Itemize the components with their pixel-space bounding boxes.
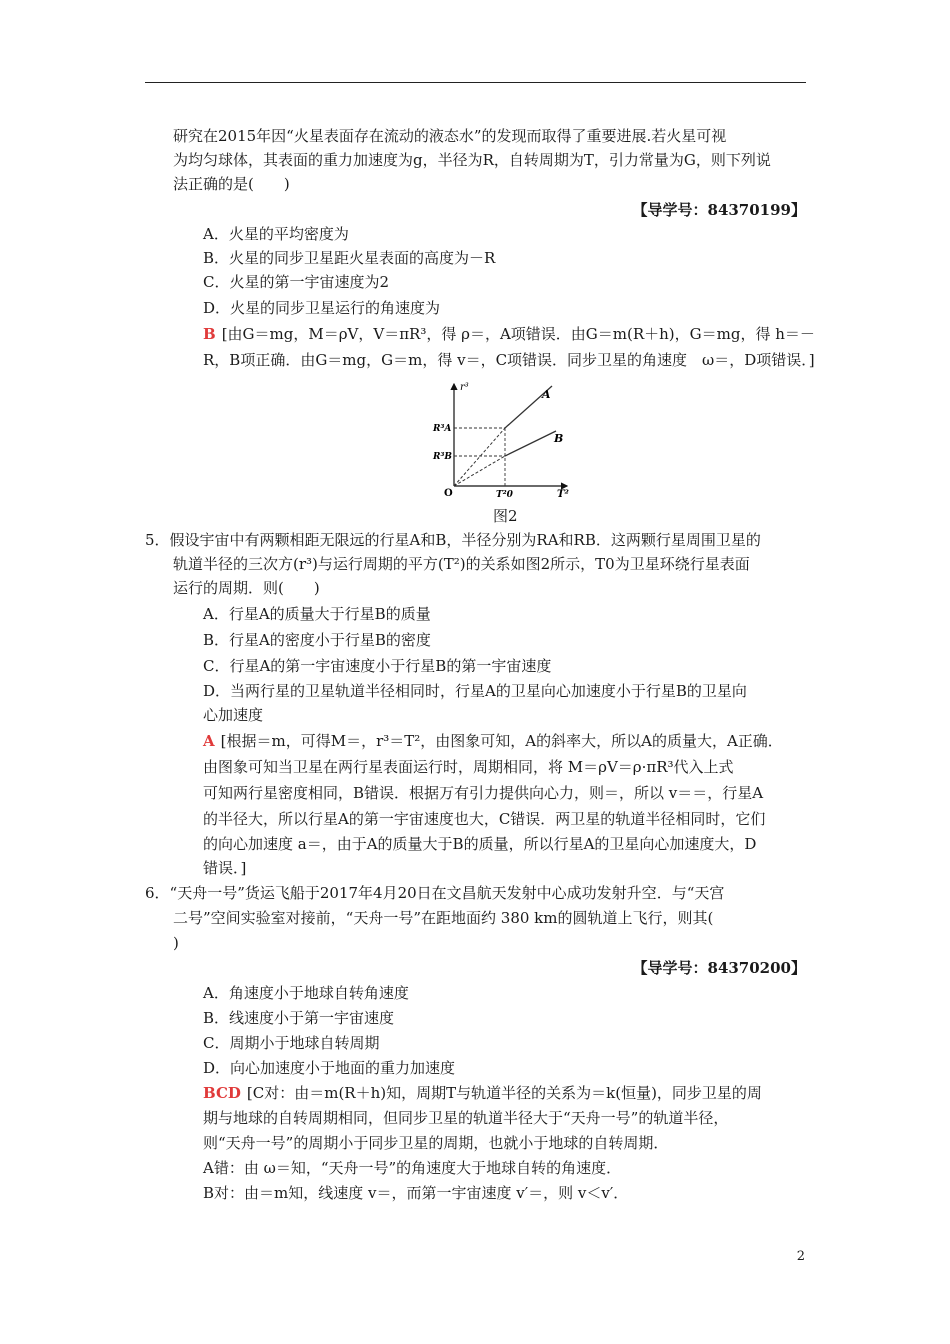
- line-a-label: A: [542, 388, 551, 401]
- q6-explanation-line: A错：由 ω＝知，“天舟一号”的角速度大于地球自转的角速度．: [203, 1159, 622, 1177]
- q4-explanation-line: R，B项正确．由G＝mg，G＝m，得 v＝，C项错误．同步卫星的角速度 ω＝，D项错误．]: [203, 351, 815, 369]
- q4-option-d: D．火星的同步卫星运行的角速度为: [203, 299, 441, 317]
- line-b-dashed: [454, 456, 505, 486]
- header-rule: [145, 82, 806, 83]
- q6-stem-line: 二号”空间实验室对接前，“天舟一号”在距地面约 380 km的圆轨道上飞行，则其(: [173, 909, 714, 927]
- q4-stem-line: 研究在2015年因“火星表面存在流动的液态水”的发现而取得了重要进展.若火星可视: [173, 127, 727, 145]
- q4-guide-number: 【导学号：84370199】: [632, 201, 806, 219]
- q5-explanation-line: 由图象可知当卫星在两行星表面运行时，周期相同，将 M＝ρV＝ρ·πR³代入上式: [203, 758, 734, 776]
- q4-answer: B: [203, 325, 216, 343]
- q5-answer: A: [203, 732, 215, 750]
- q5-explanation: [根据＝m，可得M＝，r³＝T²，由图象可知，A的斜率大，所以A的质量大，A正确．: [220, 732, 783, 750]
- x-axis-label: T²: [557, 489, 569, 500]
- q5-stem-line: 5．假设宇宙中有两颗相距无限远的行星A和B，半径分别为RA和RB．这两颗行星周围卫星的: [145, 531, 761, 549]
- q6-answer: BCD: [203, 1084, 241, 1102]
- q6-option-d: D．向心加速度小于地面的重力加速度: [203, 1059, 456, 1077]
- q4-stem-line: 法正确的是( ): [173, 175, 290, 193]
- q6-explanation-line: B对：由＝m知，线速度 v＝，而第一宇宙速度 v′＝，则 v＜v′．: [203, 1184, 629, 1202]
- q6-option-b: B．线速度小于第一宇宙速度: [203, 1009, 395, 1027]
- q6-explanation: [C对：由＝m(R＋h)知，周期T与轨道半径的关系为＝k(恒量)，同步卫星的周: [246, 1084, 762, 1102]
- q6-guide-number: 【导学号：84370200】: [632, 959, 806, 977]
- ra-label: R³A: [433, 424, 452, 434]
- origin-label: O: [444, 488, 453, 499]
- q6-stem-line: ): [173, 934, 179, 952]
- q4-explanation: [由G＝mg，M＝ρV，V＝πR³，得 ρ＝，A项错误．由G＝m(R＋h)，G＝mg，得 h＝－: [221, 325, 815, 343]
- q5-explanation-line: 错误．]: [203, 859, 247, 877]
- y-axis-label: r³: [460, 382, 469, 393]
- q6-explanation-line: 则“天舟一号”的周期小于同步卫星的周期，也就小于地球的自转周期．: [203, 1134, 669, 1152]
- q5-option-c: C．行星A的第一宇宙速度小于行星B的第一宇宙速度: [203, 657, 552, 675]
- q6-option-a: A．角速度小于地球自转角速度: [203, 984, 409, 1002]
- q5-stem-line: 运行的周期．则( ): [173, 579, 320, 597]
- t0-label: T²0: [496, 490, 513, 500]
- q6-stem-line: 6．“天舟一号”货运飞船于2017年4月20日在文昌航天发射中心成功发射升空．与“天宫: [145, 884, 725, 902]
- q5-explanation-line: 的向心加速度 a＝，由于A的质量大于B的质量，所以行星A的卫星向心加速度大，D: [203, 835, 757, 853]
- figure-2-graph: [432, 378, 582, 500]
- line-b-label: B: [554, 432, 564, 445]
- q6-answer-line: [203, 1081, 762, 1105]
- q5-answer-line: [203, 729, 783, 753]
- q5-explanation-line: 可知两行星密度相同，B错误．根据万有引力提供向心力，则＝，所以 v＝＝，行星A: [203, 784, 764, 802]
- q5-option-d: D．当两行星的卫星轨道半径相同时，行星A的卫星向心加速度小于行星B的卫星向: [203, 682, 747, 700]
- q5-stem-line: 轨道半径的三次方(r³)与运行周期的平方(T²)的关系如图2所示，T0为卫星环绕行星表面: [173, 555, 750, 573]
- q4-option-a: A．火星的平均密度为: [203, 225, 349, 243]
- q5-option-a: A．行星A的质量大于行星B的质量: [203, 605, 431, 623]
- figure-caption: 图2: [493, 507, 518, 525]
- line-b: [505, 431, 556, 456]
- line-a-dashed: [454, 428, 505, 486]
- q5-option-b: B．行星A的密度小于行星B的密度: [203, 631, 431, 649]
- page-number: 2: [796, 1249, 805, 1264]
- q5-option-d-cont: 心加速度: [203, 706, 264, 724]
- q5-explanation-line: 的半径大，所以行星A的第一宇宙速度也大，C错误．两卫星的轨道半径相同时，它们: [203, 810, 766, 828]
- q4-option-b: B．火星的同步卫星距火星表面的高度为－R: [203, 249, 496, 267]
- q4-stem-line: 为均匀球体，其表面的重力加速度为g，半径为R，自转周期为T，引力常量为G，则下列说: [173, 151, 771, 169]
- rb-label: R³B: [433, 452, 453, 462]
- q6-option-c: C．周期小于地球自转周期: [203, 1034, 380, 1052]
- q6-explanation-line: 期与地球的自转周期相同，但同步卫星的轨道半径大于“天舟一号”的轨道半径，: [203, 1109, 729, 1127]
- q4-option-c: C．火星的第一宇宙速度为2: [203, 273, 390, 291]
- q4-answer-line: [203, 322, 815, 346]
